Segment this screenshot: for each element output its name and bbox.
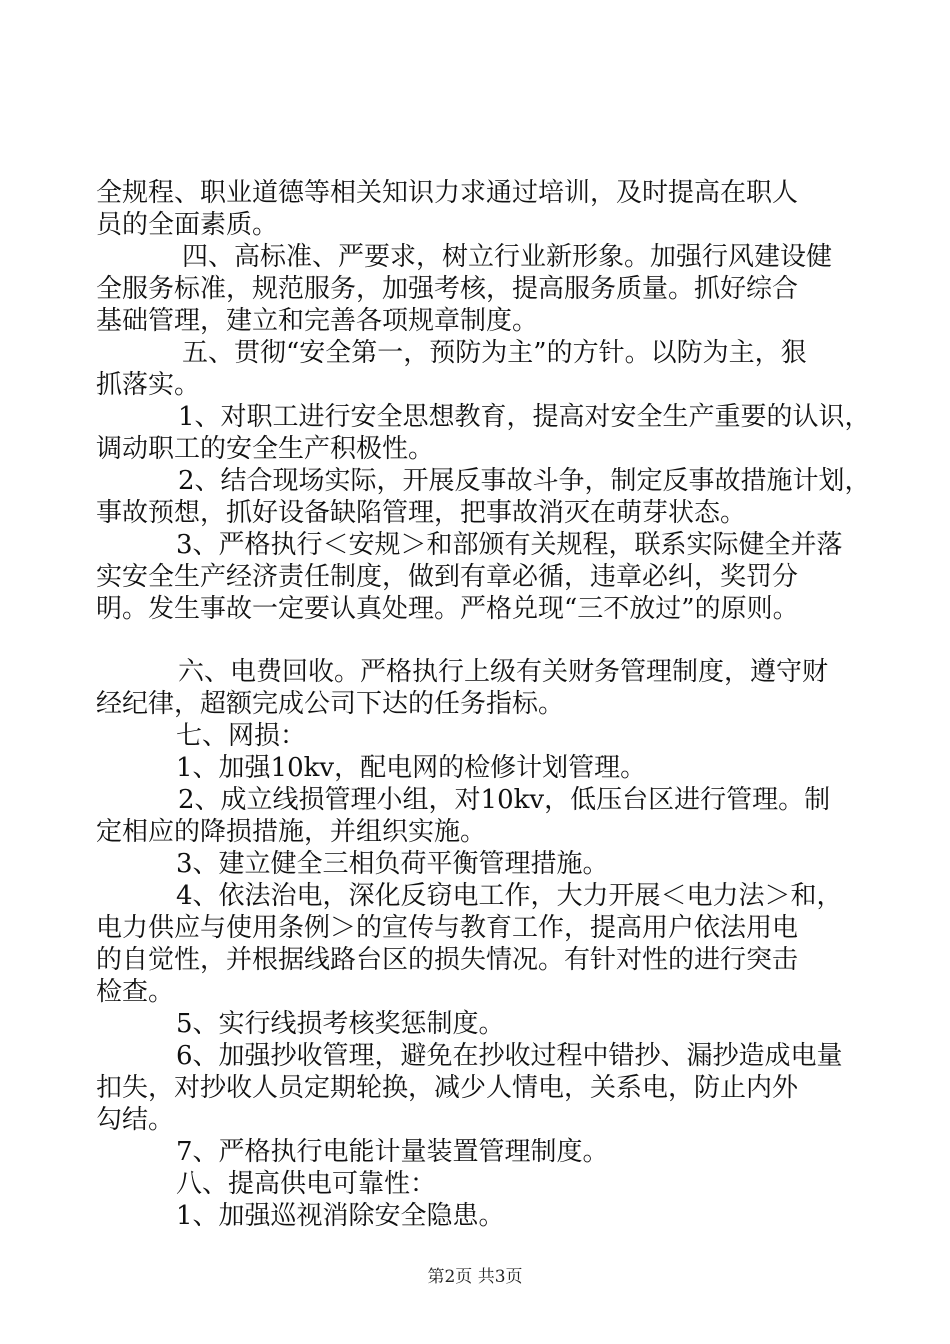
text-line: 3、严格执行＜安规＞和部颁有关规程，联系实际健全并落 [176, 530, 843, 560]
text-line: 全服务标准，规范服务，加强考核，提高服务质量。抓好综合 [96, 274, 799, 304]
text-line: 的自觉性，并根据线路台区的损失情况。有针对性的进行突击 [96, 945, 799, 975]
text-line: 电力供应与使用条例＞的宣传与教育工作，提高用户依法用电 [96, 913, 799, 943]
text-line: 扣失，对抄收人员定期轮换，减少人情电，关系电，防止内外 [96, 1073, 799, 1103]
text-line: 2、结合现场实际，开展反事故斗争，制定反事故措施计划， [178, 466, 871, 496]
text-line: 抓落实。 [96, 370, 201, 400]
text-line: 四、高标准、严要求，树立行业新形象。加强行风建设健 [182, 242, 833, 272]
text-line: 全规程、职业道德等相关知识力求通过培训，及时提高在职人 [96, 178, 799, 208]
text-line: 八、提高供电可靠性： [176, 1169, 437, 1199]
text-line: 实安全生产经济责任制度，做到有章必循，违章必纠，奖罚分 [96, 562, 799, 592]
text-line: 5、实行线损考核奖惩制度。 [176, 1009, 505, 1039]
text-line: 勾结。 [96, 1105, 175, 1135]
page-number-footer: 第2页 共3页 [427, 1267, 523, 1287]
text-line: 2、成立线损管理小组，对10kv，低压台区进行管理。制 [178, 785, 831, 815]
text-line: 调动职工的安全生产积极性。 [96, 434, 435, 464]
text-line: 4、依法治电，深化反窃电工作，大力开展＜电力法＞和， [176, 881, 843, 911]
text-line: 事故预想，抓好设备缺陷管理，把事故消灭在萌芽状态。 [96, 498, 747, 528]
text-line: 基础管理，建立和完善各项规章制度。 [96, 306, 539, 336]
text-line: 定相应的降损措施，并组织实施。 [96, 817, 487, 847]
text-line: 检查。 [96, 977, 175, 1007]
text-line: 经纪律，超额完成公司下达的任务指标。 [96, 689, 565, 719]
text-line: 1、加强10kv，配电网的检修计划管理。 [176, 753, 647, 783]
text-line: 3、建立健全三相负荷平衡管理措施。 [176, 849, 609, 879]
text-line: 1、加强巡视消除安全隐患。 [176, 1201, 505, 1231]
text-line: 明。发生事故一定要认真处理。严格兑现“三不放过”的原则。 [96, 594, 799, 624]
text-line: 7、严格执行电能计量装置管理制度。 [176, 1137, 609, 1167]
text-line: 1、对职工进行安全思想教育，提高对安全生产重要的认识， [178, 402, 871, 432]
text-line: 员的全面素质。 [96, 210, 279, 240]
text-line: 五、贯彻“安全第一，预防为主”的方针。以防为主，狠 [182, 338, 807, 368]
text-line: 六、电费回收。严格执行上级有关财务管理制度，遵守财 [178, 657, 829, 687]
text-line: 6、加强抄收管理，避免在抄收过程中错抄、漏抄造成电量 [176, 1041, 843, 1071]
text-line: 七、网损： [176, 721, 307, 751]
